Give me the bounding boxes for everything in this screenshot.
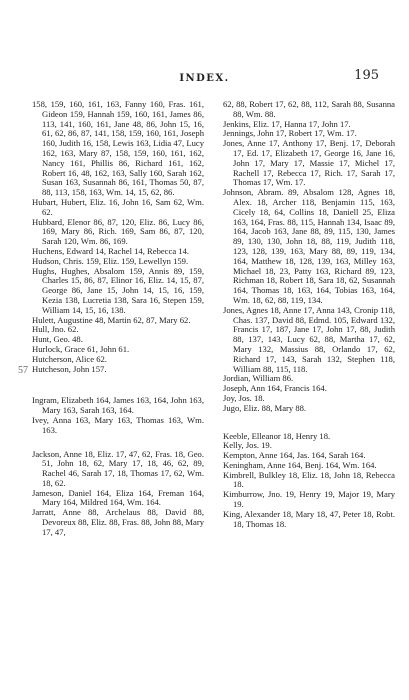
index-entry: Ivey, Anna 163, Mary 163, Thomas 163, Wm. 163. bbox=[32, 414, 204, 435]
page-header bbox=[0, 0, 409, 100]
index-entry: Kimburrow, Jno. 19, Henry 19, Major 19, Mary 19. bbox=[223, 489, 395, 510]
index-entry: Kempton, Anne 164, Jas. 164, Sarah 164. bbox=[223, 450, 366, 461]
index-entry: Hudson, Chris. 159, Eliz. 159, Lewellyn 159. bbox=[32, 255, 189, 266]
index-entry: Hutcheson, John 157. bbox=[32, 363, 107, 374]
index-column-left bbox=[32, 100, 204, 538]
index-entry: Joseph, Ann 164, Francis 164. bbox=[223, 383, 327, 394]
index-entry: Hutcherson, Alice 62. bbox=[32, 353, 107, 364]
index-column-right bbox=[223, 100, 395, 529]
index-entry: Jordian, William 86. bbox=[223, 373, 294, 384]
running-title: INDEX. bbox=[179, 73, 230, 84]
index-entry: Hulett, Augustine 48, Martin 62, 87, Mary 62. bbox=[32, 314, 191, 325]
index-entry: Jackson, Anne 18, Eliz. 17, 47, 62, Fras. 18, Geo. 51, John 18, 62, Mary 17, 18, 46, 62, 89, Rachel 46, Sarah 17, 18, Thomas 17, 62, Wm. 18, 62. bbox=[32, 448, 204, 488]
index-entry: Jenkins, Eliz. 17, Hanna 17, John 17. bbox=[223, 118, 351, 129]
index-entry: Keeble, Elleanor 18, Henry 18. bbox=[223, 430, 331, 441]
index-entry: Hubbard, Elenor 86, 87, 120, Eliz. 86, Lucy 86, 169, Mary 86, Rich. 169, Sam 86, 87, 120, Sarah 120, Wm. 86, 169. bbox=[32, 216, 204, 247]
index-entry: Jones, Agnes 18, Anne 17, Anna 143, Cronip 118, Chas. 137, David 88, Edmd. 105, Edward 132, Francis 17, 187, Jane 17, John 17, 88, Judith 88, 137, 143, Lucy 62, 88, Martha 17, 62, Mary 132, Massius 88, Orlando 17, 62, Richard 17, 143, Sarah 132, Stephen 118, William 88, 115, 118. bbox=[223, 304, 395, 374]
index-entry: Jones, Anne 17, Anthony 17, Benj. 17, Deborah 17, Ed. 17, Elizabeth 17, George 16, Jane 16, John 17, Mary 17, Massie 17, Michel 17, Rachell 17, Rebecca 17, Rich. 17, Sarah 17, Thomas 17, Wm. 17. bbox=[223, 138, 395, 188]
index-entry: Jugo, Eliz. 88, Mary 88. bbox=[223, 402, 307, 413]
index-entry: Jarratt, Anne 88, Archelaus 88, David 88, Devoreux 88, Eliz. 88, Fras. 88, John 88, Mary 17, 47, bbox=[32, 507, 204, 537]
index-entry: Ingram, Elizabeth 164, James 163, 164, John 163, Mary 163, Sarah 163, 164. bbox=[32, 395, 204, 416]
index-entry: Jameson, Daniel 164, Eliza 164, Freman 164, Mary 164, Mildred 164, Wm. 164. bbox=[32, 487, 204, 508]
margin-note: 57 bbox=[18, 365, 28, 376]
index-entry: 62, 88, Robert 17, 62, 88, 112, Sarah 88, Susanna 88, Wm. 88. bbox=[223, 99, 395, 119]
index-entry: Hubart, Hubert, Eliz. 16, John 16, Sam 62, Wm. 62. bbox=[32, 196, 204, 217]
index-entry: Hunt, Geo. 48. bbox=[32, 334, 83, 345]
index-entry: Hull, Jno. 62. bbox=[32, 324, 79, 335]
index-entry: Huchens, Edward 14, Rachel 14, Rebecca 14. bbox=[32, 245, 190, 256]
index-entry: Hughs, Hughes, Absalom 159, Annis 89, 159, Charles 15, 86, 87, Elinor 16, Eliz. 14, 15, 87, George 86, Jane 15, John 14, 15, 16, 159, Kezia 138, Lucretia 138, Sara 16, Stepen 159, William 14, 15, 16, 138. bbox=[32, 265, 204, 315]
index-entry: Kelly, Jos. 19. bbox=[223, 440, 272, 451]
index-entry: Jennings, John 17, Robert 17, Wm. 17. bbox=[223, 128, 357, 139]
index-entry: Joy, Jos. 18. bbox=[223, 392, 265, 403]
index-entry: Johnson, Abram. 89, Absalom 128, Agnes 18, Alex. 18, Archer 118, Benjamin 115, 163, Cicely 18, 64, Collins 18, Daniell 25, Eliza 163, 164, Fras. 88, 115, Hannah 134, Isaac 89, 164, Jacob 163, Jane 88, 89, 115, 130, James 89, 130, 130, John 18, 88, 119, Judith 118, 123, 128, 139, 163, Mary 88, 89, 119, 134, 164, Matthew 18, 128, 139, 163, Milley 163, Michael 18, 23, Patty 163, Richard 89, 123, Richman 18, Robert 18, Sara 18, 62, Susannah 164, Thomas 18, 163, 164, Tobias 163, 164, Wm. 18, 62, 88, 119, 134. bbox=[223, 187, 395, 305]
index-entry: Keningham, Anne 164, Benj. 164, Wm. 164. bbox=[223, 459, 377, 470]
index-entry: Kimbrell, Bulkley 18, Eliz. 18, John 18, Rebecca 18. bbox=[223, 469, 395, 490]
index-entry: Hurlock, Grace 61, John 61. bbox=[32, 343, 130, 354]
index-entry: King, Alexander 18, Mary 18, 47, Peter 18, Robt. 18, Thomas 18. bbox=[223, 508, 395, 529]
index-entry: 158, 159, 160, 161, 163, Fanny 160, Fras. 161, Gideon 159, Hannah 159, 160, 161, James 86, 113, 141, 160, 161, Jane 48, 86, John 15, 16, 61, 62, 86, 87, 141, 158, 159, 160, 161, Joseph 160, Judith 16, 158, Lewis 163, Lidia 47, Lucy 162, 163, Mary 87, 158, 159, 160, 161, 162, Nancy 161, Phillis 86, Richard 161, 162, Robert 16, 48, 162, 163, Sally 160, Sarah 162, Susan 163, Susannah 86, 161, Thomas 50, 87, 88, 113, 158, 163, Wm. 14, 15, 62, 86. bbox=[32, 99, 204, 198]
page-number: 195 bbox=[354, 68, 379, 83]
